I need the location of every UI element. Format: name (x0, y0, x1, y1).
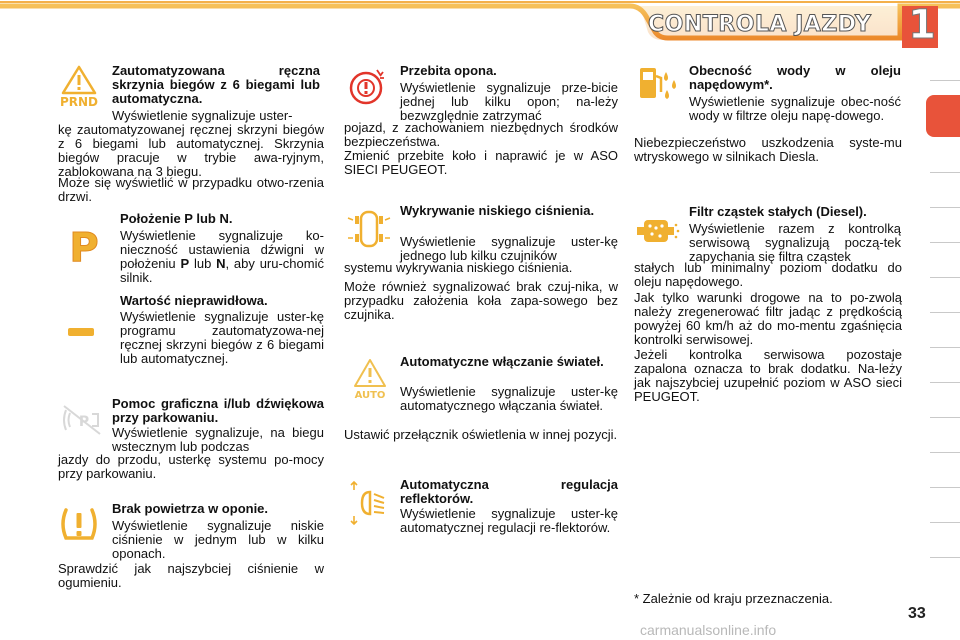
puncture-note: Zmienić przebite koło i naprawić je w ASO SIECI PEUGEOT. (344, 148, 618, 177)
dpf-lead: Wyświetlenie razem z kontrolką serwisową sygnalizują począ-tek zapychania się filtra cząstek (689, 221, 901, 264)
pressure-note: Może również sygnalizować brak czuj-nika, w przypadku założenia koła zapa-sowego bez czujnika. (344, 279, 618, 322)
puncture-title: Przebita opona. (400, 63, 497, 78)
tab-divider (930, 557, 960, 558)
auto-lights-title: Automatyczne włączanie świateł. (400, 354, 604, 369)
parking-body: jazdy do przodu, usterkę systemu po-mocy przy parkowaniu. (58, 452, 324, 481)
gear-p-icon (64, 226, 104, 266)
invalid-body: Wyświetlenie sygnalizuje uster-kę programu zautomatyzowa-nej ręcznej skrzyni biegów z 6 biegami lub automatycznej. (120, 309, 324, 366)
auto-lights-lead: Wyświetlenie sygnalizuje uster-kę automatycznego włączania świateł. (400, 384, 618, 413)
tab-divider (930, 207, 960, 208)
invalid-title: Wartość nieprawidłowa. (120, 293, 268, 308)
dash-icon (66, 326, 98, 338)
svg-text:PRND: PRND (59, 95, 99, 108)
tab-divider (930, 487, 960, 488)
headlamp-levelling-icon (348, 480, 388, 526)
tab-divider (930, 417, 960, 418)
prnd-warning-icon (56, 64, 102, 108)
tab-divider (930, 312, 960, 313)
water-note: Niebezpieczeństwo uszkodzenia syste-mu wtryskowego w silnikach Diesla. (634, 135, 902, 164)
tab-divider (930, 242, 960, 243)
tab-divider (930, 452, 960, 453)
pressure-body: systemu wykrywania niskiego ciśnienia. (344, 260, 573, 275)
p-n-title: Położenie P lub N. (120, 211, 233, 226)
prnd-body: kę zautomatyzowanej ręcznej skrzyni biegów z 6 biegami lub automatycznej. Skrzynia biegów pracuje w trybie awa-ryjnym, zablokowana na 3 biegu. (58, 122, 324, 179)
pressure-title: Wykrywanie niskiego ciśnienia. (400, 203, 595, 218)
tyre-pressure-icon (58, 504, 100, 544)
water-lead: Wyświetlenie sygnalizuje obec-ność wody w filtrze oleju napę-dowego. (689, 94, 901, 123)
water-in-diesel-icon (636, 62, 682, 104)
tyre-body: Wyświetlenie sygnalizuje niskie ciśnienie w jednym lub w kilku oponach. (112, 518, 324, 561)
puncture-body: pojazd, z zachowaniem niezbędnych środków bezpieczeństwa. (344, 120, 618, 149)
puncture-icon (346, 66, 390, 106)
dpf-title: Filtr cząstek stałych (Diesel). (689, 204, 867, 219)
pressure-lead: Wyświetlenie sygnalizuje uster-kę jednego lub kilku czujników (400, 234, 618, 263)
watermark: carmanualsonline.info (640, 622, 777, 638)
dpf-note2: Jeżeli kontrolka serwisowa pozostaje zapalona oznacza to brak dodatku. Na-leży jak najszybciej uzupełnić poziom w ASO sieci PEUGEOT. (634, 347, 902, 404)
chapter-number: 1 (908, 2, 936, 48)
particle-filter-icon (634, 214, 680, 248)
dpf-note1: Jak tylko warunki drogowe na to po-zwolą należy zregenerować filtr jadąc z prędkością powyżej 60 km/h aż do mo-mentu zgaśnięcia kontrolki serwisowej. (634, 290, 902, 347)
dpf-body: stałych lub minimalny poziom dodatku do oleju napędowego. (634, 260, 902, 289)
water-title: Obecność wody w oleju napędowym*. (689, 63, 901, 92)
prnd-note: Może się wyświetlić w przypadku otwo-rzenia drzwi. (58, 175, 324, 204)
prnd-lead: Wyświetlenie sygnalizuje uster- (112, 108, 293, 123)
tab-divider (930, 382, 960, 383)
svg-text:P: P (78, 414, 90, 430)
svg-text:P: P (69, 226, 99, 266)
tab-divider (930, 347, 960, 348)
tab-divider (930, 172, 960, 173)
page-number: 33 (908, 605, 926, 622)
parking-title: Pomoc graficzna i/lub dźwiękowa przy parkowaniu. (112, 396, 324, 425)
puncture-lead: Wyświetlenie sygnalizuje prze-bicie jednej lub kilku opon; na-leży bezwzględnie zatrzymać (400, 80, 618, 123)
chapter-tab-active[interactable] (926, 95, 960, 137)
tab-divider (930, 80, 960, 81)
prnd-title: Zautomatyzowana ręczna skrzynia biegów z 6 biegami lub automatyczna. (112, 63, 320, 106)
parking-lead: Wyświetlenie sygnalizuje, na biegu wstecznym lub podczas (112, 425, 324, 454)
parking-assist-icon (60, 402, 104, 438)
headlamp-body: Wyświetlenie sygnalizuje uster-kę automatycznej regulacji re-flektorów. (400, 506, 618, 535)
tab-divider (930, 522, 960, 523)
tyre-note: Sprawdzić jak najszybciej ciśnienie w ogumieniu. (58, 561, 324, 590)
auto-lights-note: Ustawić przełącznik oświetlenia w innej pozycji. (344, 427, 618, 442)
tab-divider (930, 277, 960, 278)
page-title: CONTROLA JAZDY (648, 12, 872, 37)
svg-text:AUTO: AUTO (354, 390, 386, 400)
pressure-sensor-icon (346, 208, 392, 250)
footnote: * Zależnie od kraju przeznaczenia. (634, 591, 833, 606)
auto-lights-warning-icon (352, 358, 388, 400)
headlamp-title: Automatyczna regulacja reflektorów. (400, 477, 618, 506)
tyre-title: Brak powietrza w oponie. (112, 501, 269, 516)
p-n-body: Wyświetlenie sygnalizuje ko-nieczność ustawienia dźwigni w położeniu P lub N, aby uru-chomić silnik. (120, 228, 324, 285)
